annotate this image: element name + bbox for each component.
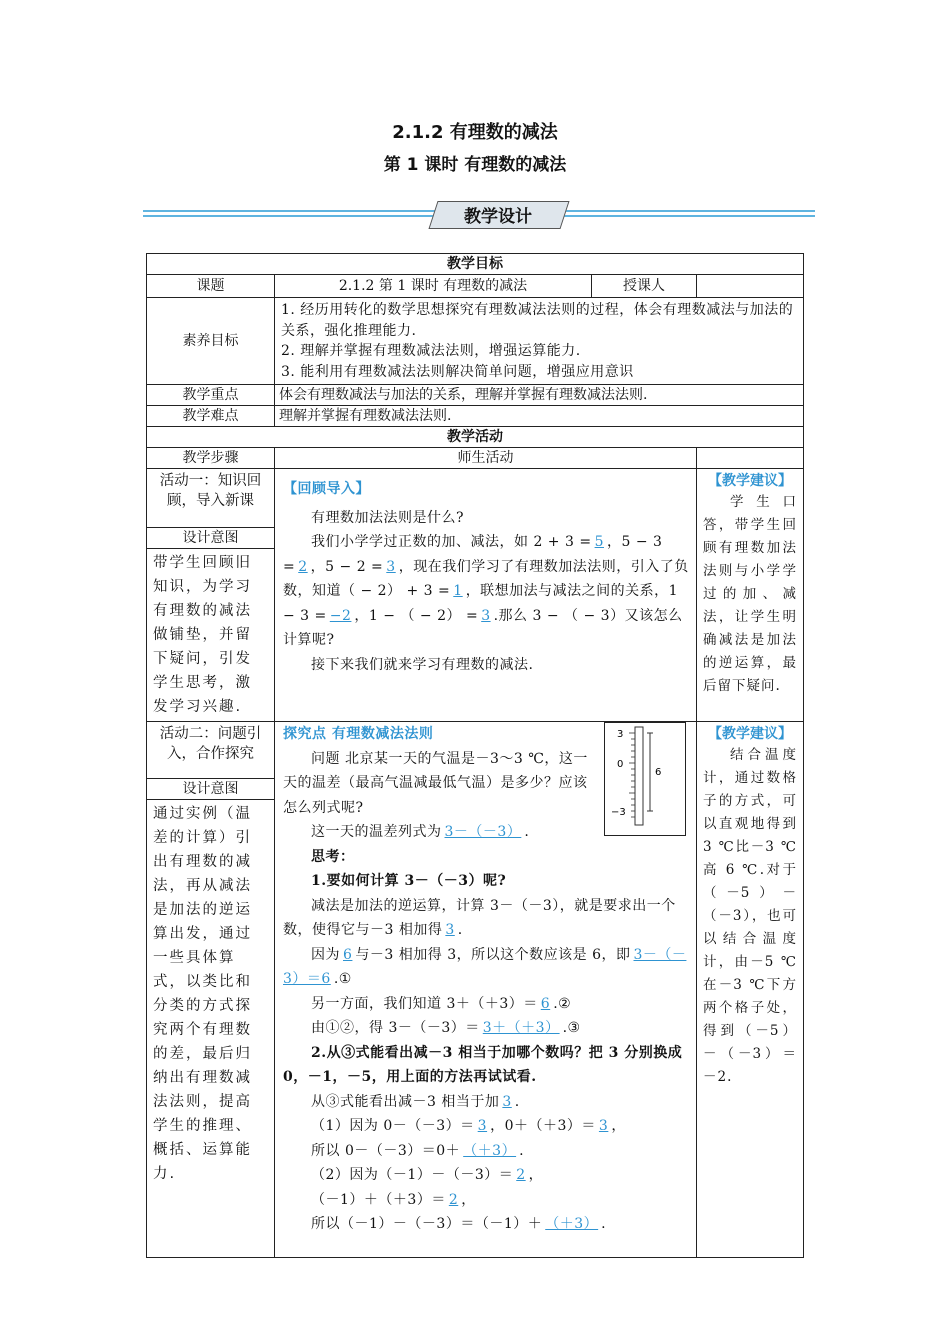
para-c: 另一方面，我们知道 3＋（＋3）＝ 6 .② [311, 995, 572, 1012]
suggestion-text: 学生口答，带学生回顾有理数加法法则与小学学过的加、减法，让学生明确减法是加法的逆运算，最后留下疑问. [703, 494, 797, 694]
topic-value: 2.1.2 第 1 课时 有理数的减法 [275, 275, 592, 298]
answer-blank: （＋3） [463, 1142, 517, 1159]
para-e: 从③式能看出减－3 相当于加 3 . [311, 1093, 520, 1110]
lesson-title: 2.1.2 有理数的减法 [392, 122, 558, 143]
literacy-item: 1. 经历用转化的数学思想探究有理数减法法则的过程，体会有理数减法与加法的关系，强化推理能力. [281, 302, 794, 339]
para-i: （－1）＋（＋3）＝ 2 ， [311, 1191, 476, 1208]
literacy-item: 2. 理解并掌握有理数减法法则，增强运算能力. [281, 343, 581, 359]
banner-label: 教学设计 [464, 207, 532, 227]
thermometer-figure [604, 722, 686, 836]
activity2-steps [147, 722, 275, 1258]
answer-blank: 3 [502, 1093, 512, 1110]
thermo-label-0: 0 [617, 759, 624, 770]
activities-header: 教学活动 [147, 427, 804, 448]
key-point-value: 体会有理数减法与加法的关系，理解并掌握有理数减法法则. [275, 385, 804, 406]
answer-blank: 3 [386, 558, 396, 575]
answer-blank: （＋3） [545, 1216, 599, 1232]
goals-header: 教学目标 [147, 254, 804, 275]
answer-blank: 3 [445, 922, 455, 938]
key-point-label: 教学重点 [147, 385, 275, 406]
design-label: 设计意图 [147, 778, 274, 800]
answer-blank: 6 [343, 946, 353, 963]
answer-blank: 2 [298, 558, 308, 575]
activity1-name: 活动一：知识回顾，导入新课 [159, 473, 262, 509]
para-j: 所以（－1）－（－3）＝（－1）＋ （＋3） . [311, 1216, 607, 1232]
activity2-suggestion [697, 722, 804, 1258]
review-q1: 有理数加法法则是什么? [311, 509, 465, 526]
design-label: 设计意图 [147, 527, 274, 549]
teacher-label: 授课人 [592, 275, 697, 298]
teacher-student-label: 师生活动 [275, 448, 697, 469]
think-label: 思考： [311, 848, 355, 865]
answer-blank: 3－（－3） [444, 824, 522, 840]
activity1-content [275, 469, 697, 722]
topic-label: 课题 [147, 275, 275, 298]
activity1-steps [147, 469, 275, 722]
problem-text: 问题 北京某一天的气温是－3～3 ℃，这一天的温差（最高气温减最低气温）是多少？应该怎么列式呢? [283, 750, 588, 816]
review-p3: 接下来我们就来学习有理数的减法. [311, 656, 534, 673]
lesson-plan-table [146, 253, 804, 1258]
para-b: 因为 6 与－3 相加得 3，所以这个数应该是 6，即 3－（－3）＝6 .① [283, 946, 687, 987]
activity1-suggestion [697, 469, 804, 722]
answer-blank: 1 [453, 583, 463, 599]
literacy-goals [275, 298, 804, 385]
formula-line: 这一天的温差列式为 3－（－3） . [311, 824, 530, 840]
thermometer-icon [605, 723, 685, 835]
question-1: 1.要如何计算 3－（－3）呢? [311, 873, 507, 889]
answer-blank: 6 [540, 995, 551, 1012]
answer-blank: 2 [516, 1167, 526, 1183]
steps-label: 教学步骤 [147, 448, 275, 469]
explore-section-title: 探究点 有理数减法法则 [283, 726, 434, 742]
para-d: 由①②，得 3－（－3）＝ 3＋（＋3） .③ [311, 1020, 581, 1036]
literacy-item: 3. 能利用有理数减法法则解决简单问题，增强应用意识 [281, 363, 634, 380]
review-section-title: 【回顾导入】 [283, 481, 370, 497]
answer-blank: 3－（－3）＝6 [283, 946, 687, 987]
answer-blank: −2 [329, 607, 352, 624]
para-h: （2）因为（－1）－（－3）＝ 2 ， [311, 1167, 544, 1183]
answer-blank: 2 [448, 1191, 459, 1208]
literacy-label: 素养目标 [147, 298, 275, 385]
thermo-label-3: 3 [617, 729, 624, 740]
section-banner [143, 198, 815, 232]
review-p2: 我们小学学过正数的加、减法，如 2 + 3 = 5 ，5 − 3 = 2 ，5 − 2 = 3 ，现在我们学习了有理数加法法则，引入了负数，知道（ − 2） + 3 = 1 ，联想加法与减法之间的关系，1 − 3 = −2 ，1 − （ − 2） = 3 .那么 3 − （ − 3）又该怎么计算呢? [283, 534, 689, 648]
suggestion-text: 结合温度计，通过数格子的方式，可以直观地得到 3 ℃比－3 ℃高 6 ℃.对于（－5）－（－3），也可以结合温度计，由－5 ℃在－3 ℃下方两个格子处，得到（－5）－（－3）＝－2. [703, 747, 797, 1085]
thermo-label-6: 6 [655, 767, 662, 778]
para-f: （1）因为 0－（－3）＝ 3 ，0＋（＋3）＝ 3 ， [311, 1118, 626, 1134]
activity2-content [275, 722, 697, 1258]
answer-blank: 3 [481, 607, 491, 624]
difficult-point-label: 教学难点 [147, 406, 275, 427]
lesson-subtitle: 第 1 课时 有理数的减法 [383, 155, 567, 175]
activity1-design: 带学生回顾旧知识，为学习有理数的减法做铺垫，并留下疑问，引发学生思考，激发学习兴趣. [153, 555, 252, 715]
question-2: 2.从③式能看出减－3 相当于加哪个数吗？把 3 分别换成 0，－1，－5，用上面的方法再试试看. [283, 1044, 683, 1085]
suggestion-title: 【教学建议】 [708, 726, 792, 742]
para-a: 减法是加法的逆运算，计算 3－（－3），就是要求出一个数，使得它与－3 相加得 3 . [283, 897, 676, 938]
suggestion-title: 【教学建议】 [708, 473, 792, 489]
activity2-design: 通过实例（温差的计算）引出有理数的减法，再从减法是加法的逆运算出发，通过一些具体算式，以类比和分类的方式探究两个有理数的差，最后归纳出有理数减法法则，提高学生的推理、概括、运算能力. [153, 806, 252, 1182]
thermo-label-neg3: −3 [611, 807, 626, 818]
answer-blank: 3 [477, 1118, 488, 1134]
answer-blank: 3＋（＋3） [482, 1020, 560, 1036]
teacher-value [697, 275, 804, 298]
para-g: 所以 0－（－3）＝0＋ （＋3） . [311, 1142, 525, 1159]
answer-blank: 5 [594, 534, 604, 550]
activity2-name: 活动二：问题引入，合作探究 [159, 726, 262, 762]
difficult-point-value: 理解并掌握有理数减法法则. [275, 406, 804, 427]
answer-blank: 3 [598, 1118, 609, 1134]
